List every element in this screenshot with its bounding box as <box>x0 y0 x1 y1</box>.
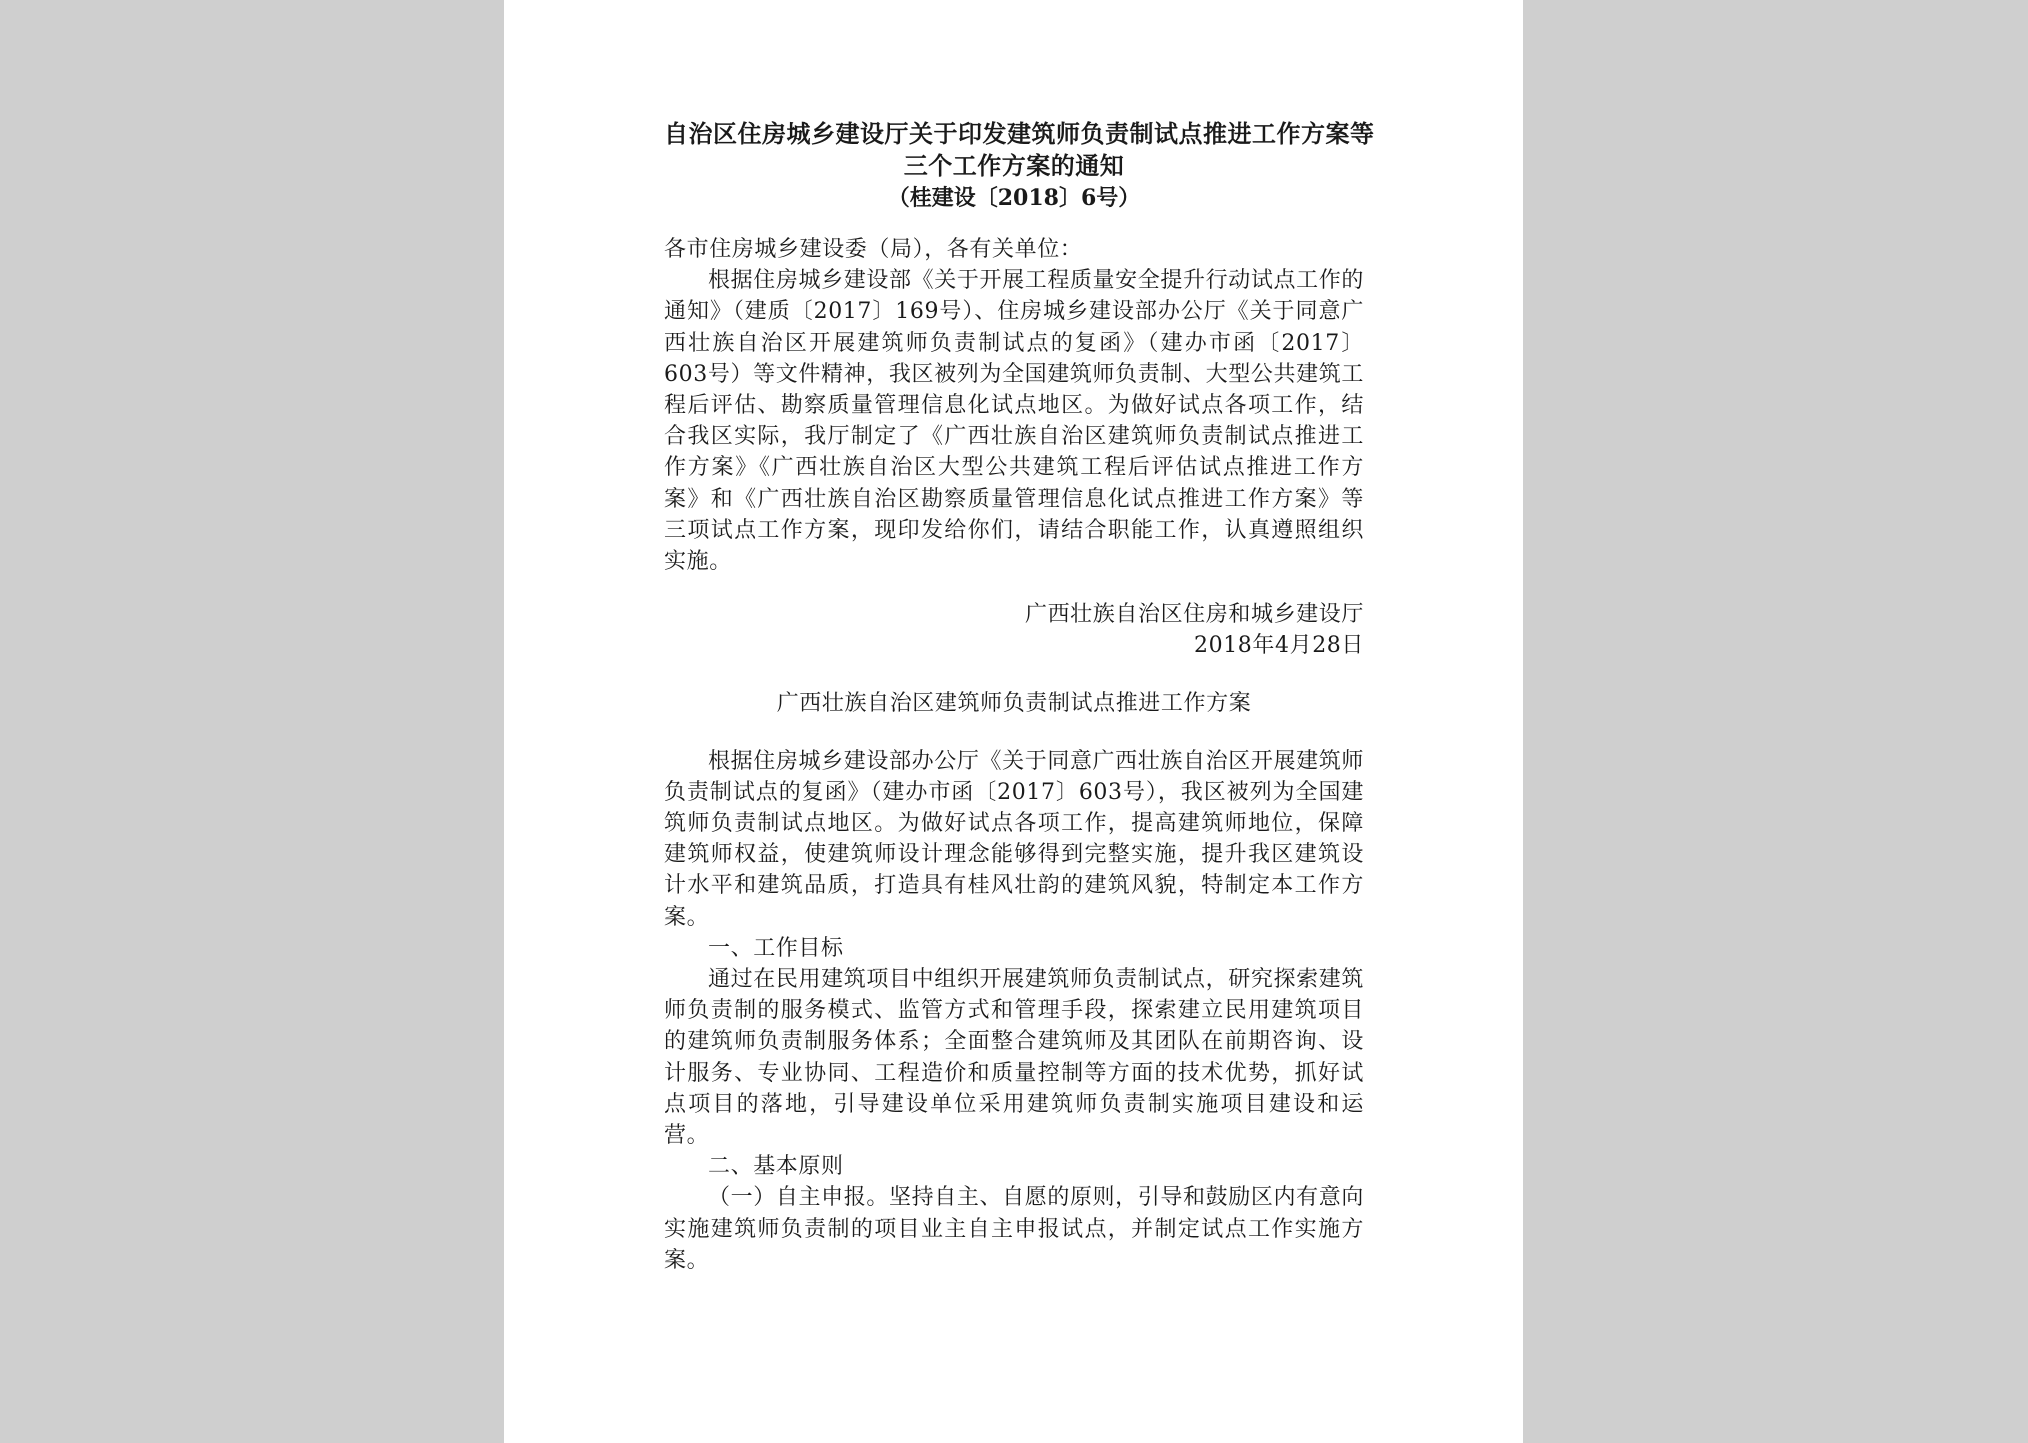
document-title-line-1: 自治区住房城乡建设厅关于印发建筑师负责制试点推进工作方案等 <box>664 119 1375 148</box>
signature-organization: 广西壮族自治区住房和城乡建设厅 <box>1024 602 1364 628</box>
attachment-title: 广西壮族自治区建筑师负责制试点推进工作方案 <box>776 690 1252 716</box>
document-page <box>504 0 1523 1443</box>
section-heading-goals: 一、工作目标 <box>708 935 844 961</box>
spacer <box>664 720 1364 746</box>
addressee-line: 各市住房城乡建设委（局），各有关单位： <box>664 237 1083 262</box>
principle-item-1: （一）自主申报。坚持自主、自愿的原则，引导和鼓励区内有意向实施建筑师负责制的项目业主自主申报试点，并制定试点工作实施方案。 <box>664 1185 1364 1273</box>
document-content <box>664 118 1375 1276</box>
document-number: （桂建设〔2018〕6号） <box>887 185 1141 211</box>
signature-date: 2018年4月28日 <box>1194 633 1364 659</box>
section-goals-paragraph: 通过在民用建筑项目中组织开展建筑师负责制试点，研究探索建筑师负责制的服务模式、监管方式和管理手段，探索建立民用建筑项目的建筑师负责制服务体系；全面整合建筑师及其团队在前期咨询、设计服务、专业协同、工程造价和质量控制等方面的技术优势，抓好试点项目的落地，引导建设单位采用建筑师负责制实施项目建设和运营。 <box>664 967 1364 1149</box>
signature-block <box>664 599 1364 661</box>
document-title <box>664 118 1375 182</box>
notice-body-paragraph: 根据住房城乡建设部《关于开展工程质量安全提升行动试点工作的通知》（建质〔2017〕169号）、住房城乡建设部办公厅《关于同意广西壮族自治区开展建筑师负责制试点的复函》（建办市函〔2017〕603号）等文件精神，我区被列为全国建筑师负责制、大型公共建筑工程后评估、勘察质量管理信息化试点地区。为做好试点各项工作，结合我区实际，我厅制定了《广西壮族自治区建筑师负责制试点推进工作方案》《广西壮族自治区大型公共建筑工程后评估试点推进工作方案》和《广西壮族自治区勘察质量管理信息化试点推进工作方案》等三项试点工作方案，现印发给你们，请结合职能工作，认真遵照组织实施。 <box>664 268 1364 575</box>
section-heading-principles: 二、基本原则 <box>708 1154 844 1180</box>
attachment-intro-paragraph: 根据住房城乡建设部办公厅《关于同意广西壮族自治区开展建筑师负责制试点的复函》（建办市函〔2017〕603号），我区被列为全国建筑师负责制试点地区。为做好试点各项工作，提高建筑师地位，保障建筑师权益，使建筑师设计理念能够得到完整实施，提升我区建筑设计水平和建筑品质，打造具有桂风壮韵的建筑风貌，特制定本工作方案。 <box>664 748 1364 930</box>
document-title-line-2: 三个工作方案的通知 <box>903 151 1125 180</box>
